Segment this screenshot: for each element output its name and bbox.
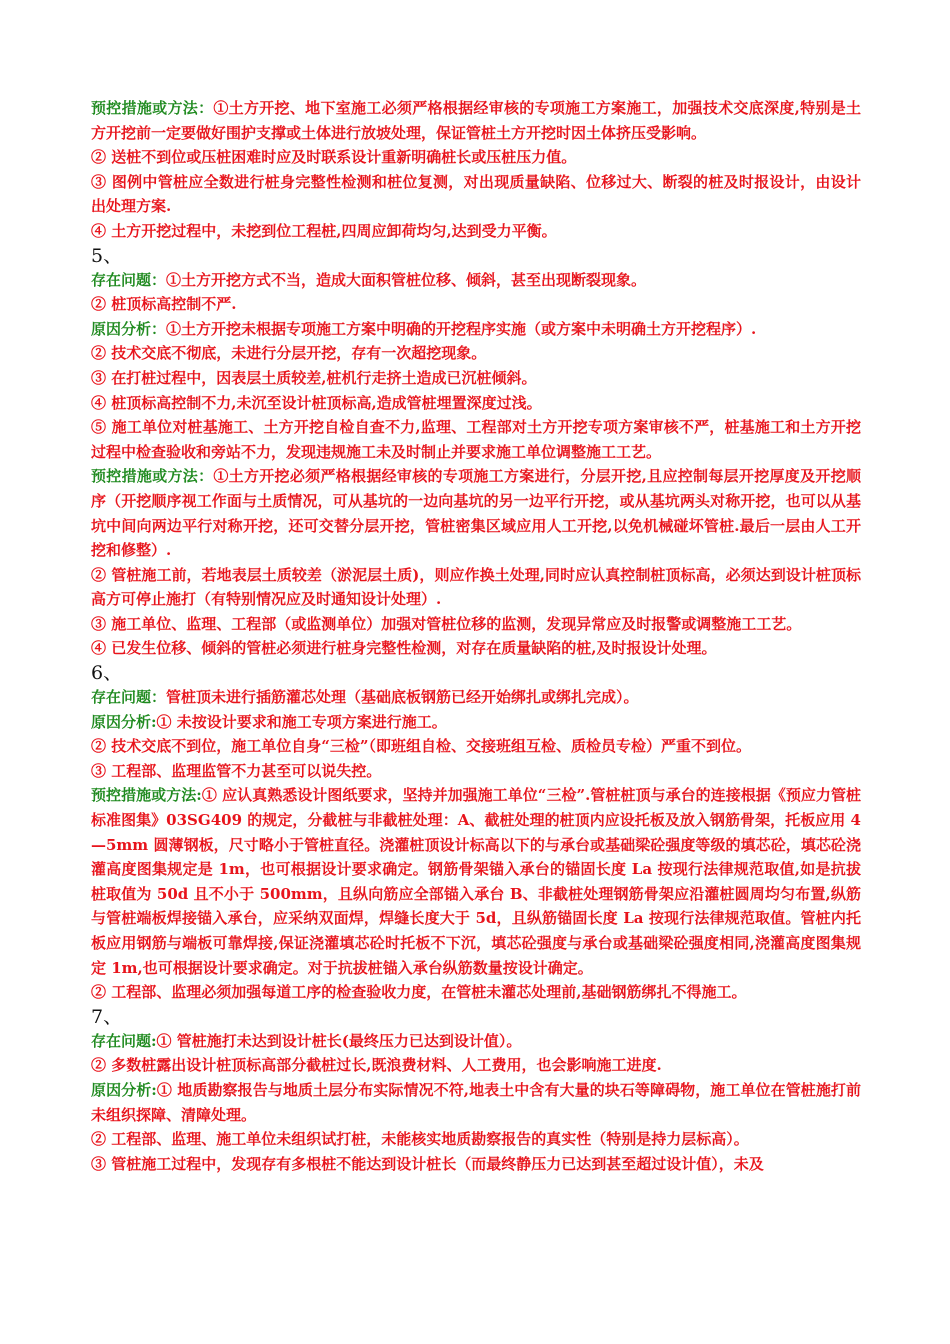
problem-text: 管桩顶未进行插筋灌芯处理（基础底板钢筋已经开始绑扎或绑扎完成）。 (166, 688, 639, 707)
s5-measures-paragraph-1 (91, 464, 861, 562)
s5-problem-paragraph-2: ② 桩顶标高控制不严. (91, 295, 237, 314)
s5-measures-paragraph-2: ② 管桩施工前，若地表层土质较差（淤泥层土质)，则应作换土处理,同时应认真控制桩顶标高，必须达到设计桩顶标高方可停止施打（有特别情况应及时通知设计处理）. (91, 565, 861, 609)
s4-measures-paragraph-4: ④ 土方开挖过程中，未挖到位工程桩,四周应卸荷均匀,达到受力平衡。 (91, 221, 557, 240)
cause-text: ① 地质勘察报告与地质土层分布实际情况不符,地表土中含有大量的块石等障碍物，施工单位在管桩施打前未组织探障、清障处理。 (91, 1080, 862, 1124)
s7-cause-paragraph-1 (91, 1078, 861, 1127)
s4-measures-paragraph-2: ② 送桩不到位或压桩困难时应及时联系设计重新明确桩长或压桩压力值。 (91, 148, 577, 167)
s7-problem-paragraph-2: ② 多数桩露出设计桩顶标高部分截桩过长,既浪费材料、人工费用，也会影响施工进度. (91, 1056, 662, 1075)
s6-cause-paragraph-1 (91, 710, 861, 735)
problem-label: 存在问题： (91, 688, 167, 707)
s5-cause-paragraph-2: ② 技术交底不彻底，未进行分层开挖，存有一次超挖现象。 (91, 344, 487, 363)
s5-cause-paragraph-3: ③ 在打桩过程中，因表层土质较差,桩机行走挤土造成已沉桩倾斜。 (91, 368, 537, 387)
cause-text: ① 未按设计要求和施工专项方案进行施工。 (156, 712, 447, 731)
s5-cause-paragraph-1 (91, 317, 861, 342)
measures-label: 预控措施或方法： (91, 99, 214, 117)
cause-label: 原因分析: (91, 1080, 157, 1099)
measures-text: ① 应认真熟悉设计图纸要求，坚持并加强施工单位“三检”.管桩桩顶与承台的连接根据《预应力管桩标准图集》03SG409 的规定，分截桩与非截桩处理：A、截桩处理的桩顶内应设托板及放入钢筋骨架，托板应用 4—5mm 圆薄钢板，尺寸略小于管桩直径。浇灌桩顶设计标高以下的与承台或基础梁砼强度等级的填芯砼，填芯砼浇灌高度图集规定是 1m，也可根据设计要求确定。钢筋骨架锚入承台的锚固长度 La 按现行法律规范取值,如是抗拔桩取值为 50d 且不小于 500mm，且纵向筋应全部锚入承台 B、非截桩处理钢筋骨架应沿灌桩圆周均匀布置,纵筋与管桩端板焊接锚入承台，应采纳双面焊，焊缝长度大于 5d，且纵筋锚固长度 La 按现行法律规范取值。管桩内托板应用钢筋与端板可靠焊接,保证浇灌填芯砼时托板不下沉，填芯砼强度与承台或基础梁砼强度相同,浇灌高度图集规定 1m,也可根据设计要求确定。对于抗拔桩锚入承台纵筋数量按设计确定。 (91, 786, 861, 977)
s6-cause-paragraph-2: ② 技术交底不到位，施工单位自身“三检”（即班组自检、交接班组互检、质检员专检）严重不到位。 (91, 737, 751, 756)
cause-text: ①土方开挖未根据专项施工方案中明确的开挖程序实施（或方案中未明确土方开挖程序）. (166, 319, 757, 338)
cause-label: 原因分析: (91, 712, 157, 731)
document-page (91, 96, 861, 1176)
s5-measures-paragraph-3: ③ 施工单位、监理、工程部（或监测单位）加强对管桩位移的监测，发现异常应及时报警或调整施工工艺。 (91, 614, 802, 633)
problem-label: 存在问题： (91, 270, 167, 289)
measures-label: 预控措施或方法： (91, 467, 214, 486)
s7-cause-paragraph-2: ② 工程部、监理、施工单位未组织试打桩，未能核实地质勘察报告的真实性（特别是持力层标高）。 (91, 1130, 749, 1149)
s6-cause-paragraph-3: ③ 工程部、监理监管不力甚至可以说失控。 (91, 761, 382, 780)
s6-problem-paragraph-1 (91, 685, 861, 710)
measures-text: ①土方开挖必须严格根据经审核的专项施工方案进行，分层开挖,且应控制每层开挖厚度及开挖顺序（开挖顺序视工作面与土质情况，可从基坑的一边向基坑的另一边平行开挖，或从基坑两头对称开挖，也可以从基坑中间向两边平行对称开挖，还可交替分层开挖，管桩密集区域应用人工开挖,以免机械碰坏管桩.最后一层由人工开挖和修整）. (91, 467, 861, 560)
s6-measures-paragraph-2: ② 工程部、监理必须加强每道工序的检查验收力度，在管桩未灌芯处理前,基础钢筋绑扎不得施工。 (91, 983, 747, 1002)
section-number-5: 5、 (91, 244, 123, 267)
s7-cause-paragraph-3: ③ 管桩施工过程中，发现存有多根桩不能达到设计桩长（而最终静压力已达到甚至超过设计值），未及 (91, 1154, 764, 1173)
measures-text: ①土方开挖、地下室施工必须严格根据经审核的专项施工方案施工，加强技术交底深度,特别是土方开挖前一定要做好围护支撑或土体进行放坡处理，保证管桩土方开挖时因土体挤压受影响。 (91, 99, 861, 142)
section-number-6: 6、 (91, 662, 123, 685)
measures-label: 预控措施或方法: (91, 786, 202, 805)
problem-label: 存在问题: (91, 1031, 157, 1050)
section-number-7: 7、 (91, 1005, 123, 1028)
s7-problem-paragraph-1 (91, 1029, 861, 1054)
s4-measures-paragraph-3: ③ 图例中管桩应全数进行桩身完整性检测和桩位复测，对出现质量缺陷、位移过大、断裂的桩及时报设计，由设计出处理方案. (91, 172, 861, 216)
s5-cause-paragraph-4: ④ 桩顶标高控制不力,未沉至设计桩顶标高,造成管桩埋置深度过浅。 (91, 393, 542, 412)
s4-measures-paragraph-1 (91, 96, 861, 145)
problem-text: ①土方开挖方式不当，造成大面积管桩位移、倾斜，甚至出现断裂现象。 (166, 270, 647, 289)
s5-cause-paragraph-5: ⑤ 施工单位对桩基施工、土方开挖自检自查不力,监理、工程部对土方开挖专项方案审核不严，桩基施工和土方开挖过程中检查验收和旁站不力，发现违规施工未及时制止并要求施工单位调整施工工艺。 (91, 418, 861, 461)
cause-label: 原因分析： (91, 319, 167, 338)
s5-problem-paragraph-1 (91, 268, 861, 293)
problem-text: ① 管桩施打未达到设计桩长(最终压力已达到设计值）。 (156, 1031, 522, 1050)
s6-measures-paragraph-1 (91, 783, 861, 980)
s5-measures-paragraph-4: ④ 已发生位移、倾斜的管桩必须进行桩身完整性检测，对存在质量缺陷的桩,及时报设计处理。 (91, 639, 717, 658)
